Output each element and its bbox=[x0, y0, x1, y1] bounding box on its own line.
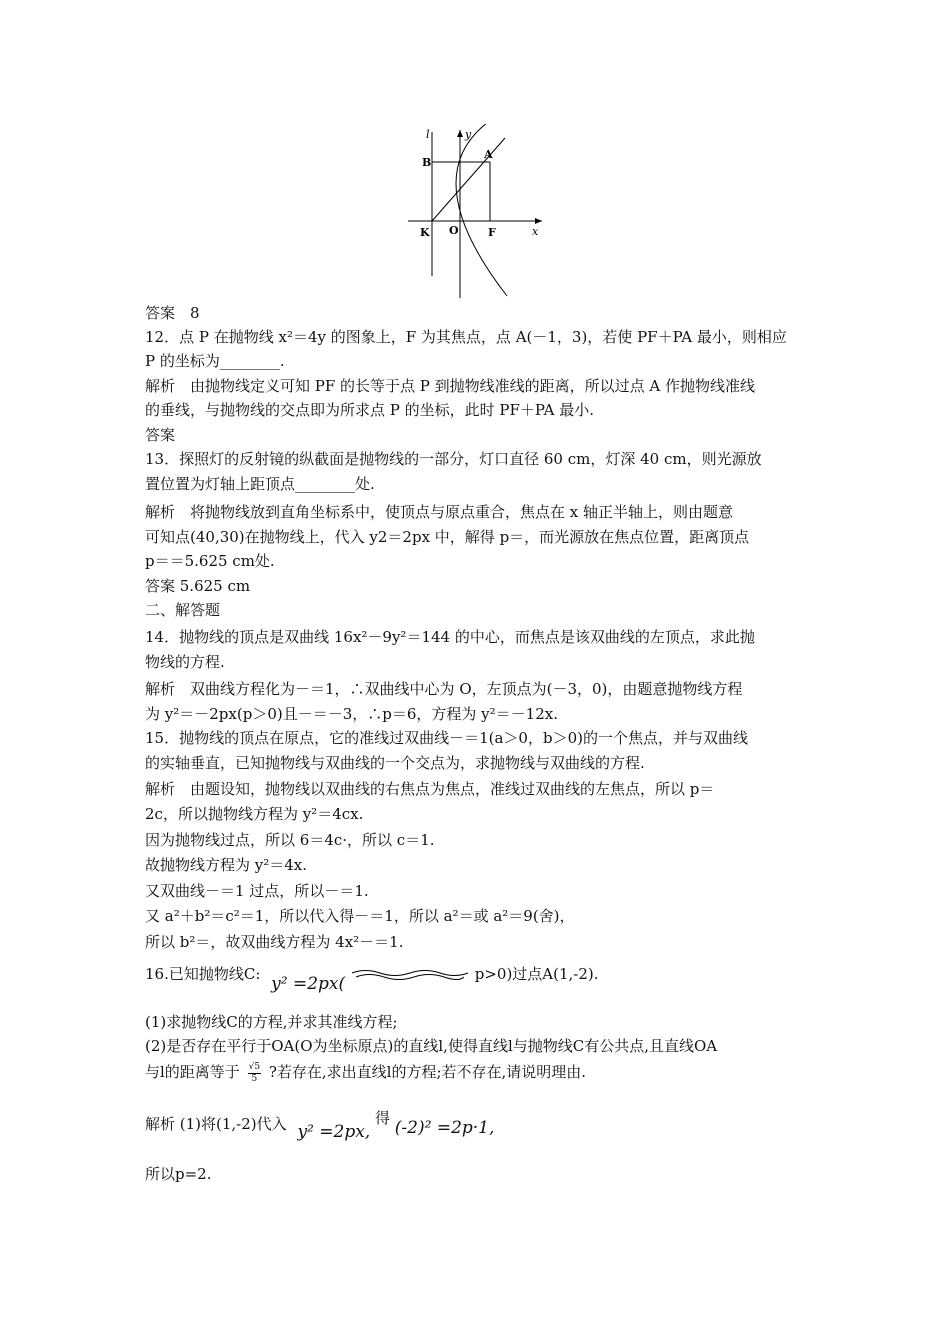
text-line: 答案 5.625 cm bbox=[145, 577, 251, 595]
text-line: 12．点 P 在抛物线 x²＝4y 的图象上，F 为其焦点，点 A(－1，3)，若使 PF＋PA 最小，则相应 bbox=[145, 328, 787, 346]
text-line: 物线的方程. bbox=[145, 653, 225, 671]
text-line: 因为抛物线过点，所以 6＝4c·，所以 c＝1. bbox=[145, 831, 435, 849]
parabola-figure bbox=[400, 124, 550, 300]
q16-suffix: p>0)过点A(1,-2). bbox=[474, 965, 599, 983]
label-l: l bbox=[426, 128, 430, 141]
text-line: (1)求抛物线C的方程,并求其准线方程; bbox=[145, 1013, 398, 1031]
fraction-numerator: √5 bbox=[248, 1061, 261, 1072]
fraction bbox=[248, 1062, 261, 1085]
label-a: A bbox=[484, 148, 493, 161]
q16-formula: y² =2px( bbox=[271, 974, 346, 994]
text-line: 故抛物线方程为 y²＝4x. bbox=[145, 856, 308, 874]
q16-part2b-pre: 与l的距离等于 bbox=[145, 1063, 240, 1081]
fraction-denominator: 5 bbox=[251, 1073, 258, 1084]
label-f: F bbox=[488, 226, 496, 239]
q16-sol-eq2: (-2)² =2p·1, bbox=[394, 1118, 495, 1138]
text-line: 所以p=2. bbox=[145, 1165, 212, 1183]
text-line: 的垂线，与抛物线的交点即为所求点 P 的坐标，此时 PF＋PA 最小. bbox=[145, 401, 594, 419]
q16-sol-eq1: y² =2px, bbox=[297, 1122, 371, 1142]
text-line: 所以 b²＝，故双曲线方程为 4x²－＝1. bbox=[145, 933, 404, 951]
text-line: 答案 8 bbox=[145, 304, 200, 322]
text-line: 解析 由题设知，抛物线以双曲线的右焦点为焦点，准线过双曲线的左焦点，所以 p＝ bbox=[145, 780, 715, 798]
q16-part2b-post: ?若存在,求出直线l的方程;若不存在,请说明理由. bbox=[268, 1063, 587, 1081]
label-x: x bbox=[532, 225, 539, 238]
q16-sol-de: 得 bbox=[374, 1109, 390, 1127]
text-line: 二、解答题 bbox=[145, 601, 221, 619]
label-k: K bbox=[420, 226, 430, 239]
text-line: 答案 bbox=[145, 426, 176, 444]
text-line: 13．探照灯的反射镜的纵截面是抛物线的一部分，灯口直径 60 cm，灯深 40 cm，则光源放 bbox=[145, 450, 762, 468]
q16-distance-line bbox=[145, 1060, 586, 1085]
text-line: 置位置为灯轴上距顶点________处. bbox=[145, 475, 375, 493]
text-line: 解析 双曲线方程化为－＝1，∴双曲线中心为 O，左顶点为(－3，0)，由题意抛物线方程 bbox=[145, 680, 743, 698]
text-line: 14．抛物线的顶点是双曲线 16x²－9y²＝144 的中心，而焦点是该双曲线的左顶点，求此抛 bbox=[145, 628, 755, 646]
text-line: (2)是否存在平行于OA(O为坐标原点)的直线l,使得直线l与抛物线C有公共点,且直线OA bbox=[145, 1037, 718, 1055]
text-line: 又双曲线－＝1 过点，所以－＝1. bbox=[145, 882, 369, 900]
label-y: y bbox=[465, 128, 472, 141]
text-line: p＝＝5.625 cm处. bbox=[145, 552, 275, 570]
text-line: 解析 由抛物线定义可知 PF 的长等于点 P 到抛物线准线的距离，所以过点 A 作抛物线准线 bbox=[145, 377, 756, 395]
text-line: 又 a²＋b²＝c²＝1，所以代入得－＝1，所以 a²＝或 a²＝9(舍)， bbox=[145, 907, 575, 925]
label-o: O bbox=[449, 224, 459, 237]
text-line: 为 y²＝－2px(p＞0)且－＝－3，∴p＝6，方程为 y²＝－12x. bbox=[145, 705, 558, 723]
label-b: B bbox=[422, 156, 432, 169]
text-line: 15．抛物线的顶点在原点，它的准线过双曲线－＝1(a＞0，b＞0)的一个焦点，并与双曲线 bbox=[145, 729, 748, 747]
q16-sol-pre: 解析 (1)将(1,-2)代入 bbox=[145, 1115, 287, 1133]
q16-prefix: 16.已知抛物线C: bbox=[145, 965, 261, 983]
q16-solution-line bbox=[145, 1109, 495, 1142]
text-line: 解析 将抛物线放到直角坐标系中，使顶点与原点重合，焦点在 x 轴正半轴上，则由题意 bbox=[145, 503, 733, 521]
q16-stem-line bbox=[145, 962, 599, 994]
text-line: 的实轴垂直，已知抛物线与双曲线的一个交点为，求抛物线与双曲线的方程. bbox=[145, 754, 645, 772]
text-line: 可知点(40,30)在抛物线上，代入 y2＝2px 中，解得 p＝，而光源放在焦点位置，距离顶点 bbox=[145, 528, 750, 546]
text-line: 2c，所以抛物线方程为 y²＝4cx. bbox=[145, 805, 364, 823]
wavy-underline-icon bbox=[350, 967, 470, 983]
text-line: P 的坐标为________. bbox=[145, 352, 285, 370]
